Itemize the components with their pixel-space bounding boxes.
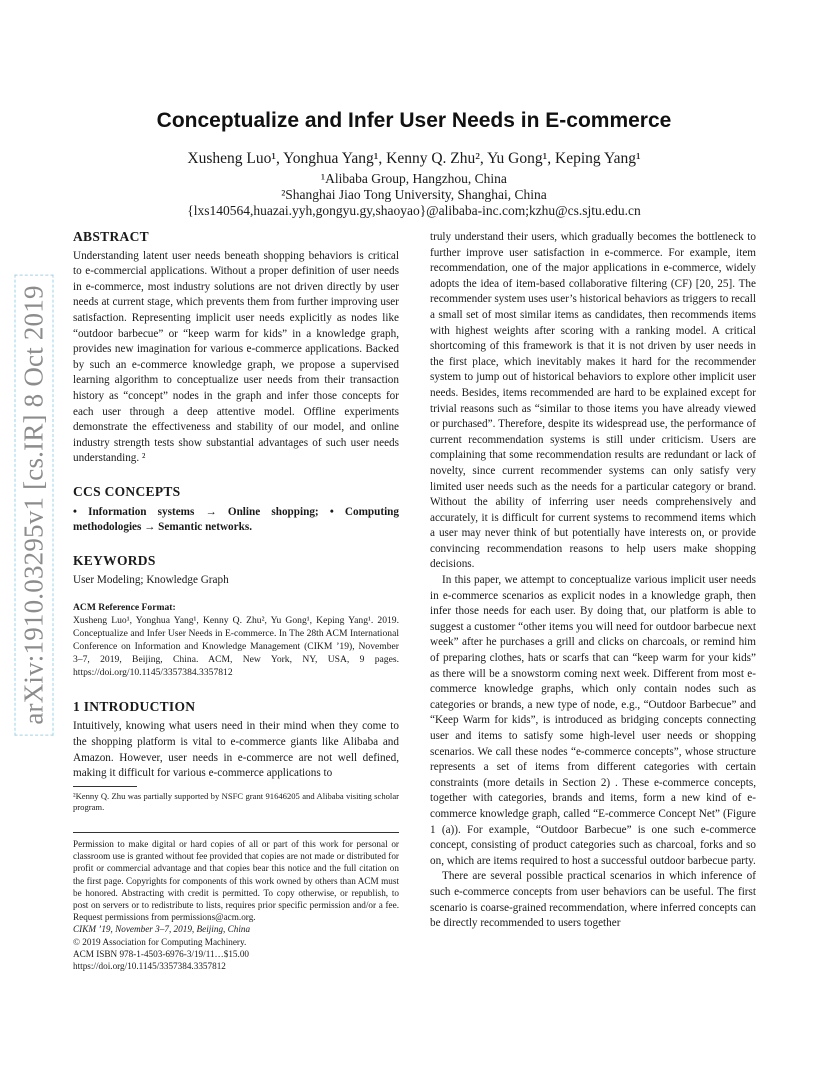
author-emails: {lxs140564,huazai.yyh,gongyu.gy,shaoyao}@alibaba-inc.com;kzhu@cs.sjtu.edu.cn	[187, 203, 641, 218]
abstract-text: Understanding latent user needs beneath shopping behaviors is critical to e-commercial applications. Without a proper definition of user needs in e-commerce, most industry solutions are not driven directly by user needs at current stage, which prevents them from further improving user satisfaction. Representing implicit user needs explicitly as nodes like “outdoor barbecue” or “keep warm for kids” in a knowledge graph, provides new imagination for various e-commerce applications. Backed by such an e-commerce knowledge graph, we propose a supervised learning algorithm to conceptualize user needs from their transaction history as “concept” nodes in the graph and infer those concepts for each user through a deep attentive model. Offline experiments demonstrate the effectiveness and stability of our model, and online industry strength tests show substantial advantages of such user needs understanding. ²	[73, 249, 399, 465]
right-column	[430, 230, 756, 932]
permission-rule	[73, 832, 399, 833]
ccs-heading: CCS CONCEPTS	[73, 483, 181, 499]
left-column	[73, 229, 399, 782]
introduction-heading: 1 INTRODUCTION	[73, 698, 196, 714]
permission-copyright: © 2019 Association for Computing Machinery.	[73, 936, 247, 947]
permission-doi: https://doi.org/10.1145/3357384.3357812	[73, 961, 226, 972]
intro-paragraph-3: There are several possible practical scenarios in which inference of such e-commerce concepts from user behaviors can be useful. The first scenario is coarse-grained recommendation, where inferred concepts can be directly recommended to users together	[430, 870, 756, 930]
permission-text: Permission to make digital or hard copies of all or part of this work for personal or classroom use is granted without fee provided that copies are not made or distributed for profit or commercial advantage and that copies bear this notice and the full citation on the first page. Copyrights for components of this work owned by others than ACM must be honored. Abstracting with credit is permitted. To copy otherwise, or republish, to post on servers or to redistribute to lists, requires prior specific permission and/or a fee. Request permissions from permissions@acm.org.	[73, 839, 399, 923]
affiliation-alibaba: ¹Alibaba Group, Hangzhou, China	[321, 171, 507, 186]
arxiv-stamp-text: arXiv:1910.03295v1 [cs.IR] 8 Oct 2019	[15, 274, 54, 735]
affiliation-sjtu: ²Shanghai Jiao Tong University, Shanghai, China	[281, 187, 547, 202]
keywords-heading: KEYWORDS	[73, 552, 156, 568]
permission-isbn: ACM ISBN 978-1-4503-6976-3/19/11…$15.00	[73, 948, 250, 959]
arxiv-stamp	[14, 270, 54, 740]
footnote-rule	[73, 786, 137, 787]
author-list: Xusheng Luo¹, Yonghua Yang¹, Kenny Q. Zhu², Yu Gong¹, Keping Yang¹	[187, 150, 641, 167]
intro-paragraph-1: truly understand their users, which gradually becomes the bottleneck to further improve user satisfaction in e-commerce. For example, item recommendation, one of the major applications in e-commerce, widely adopts the idea of item-based collaborative filtering (CF) [20, 25]. The recommender system uses user’s historical behaviors as triggers to recall a small set of most similar items as candidates, then recommends items with highest weights after scoring with a ranking model. A critical shortcoming of this framework is that it is not driven by user needs in the first place, which inevitably makes it hard for the recommender system to jump out of historical behaviors to explore other implicit user needs. Besides, items recommended are hard to be explained except for trivial reasons such as “similar to those items you have already viewed or purchased”. Therefore, despite its widespread use, the performance of current recommendation systems is still under criticism. Users are complaining that some recommendation results are redundant or lack of novelty, since current recommender systems can only satisfy very limited user needs such as the needs for a particular category or brand. Without the ability of inferring user needs comprehensively and accurately, it is difficult for current systems to recommend items which a user may never think of but potentially have interests on, or provide convincing recommendation reasons to help users make shopping decisions.	[430, 231, 756, 571]
intro-paragraph-2: In this paper, we attempt to conceptualize various implicit user needs in e-commerce scenarios as explicit nodes in a knowledge graph, then infer those needs for each user. By doing that, our platform is able to suggest a customer “other items you will need for outdoor barbecue next week” after he purchases a grill and clicks on charcoals, or remind him of preparing clothes, hats or scarfs that can “keep warm for your kids” as there will be a snowstorm coming next week. Different from most e-commerce knowledge graphs, which only contain nodes such as categories or brands, a new type of node, e.g., “Outdoor Barbecue” and “Keep Warm for kids”, is introduced as bridging concepts connecting user and items to satisfy some high-level user needs or shopping scenarios. We call these nodes “e-commerce concepts”, whose structure represents a set of items from different categories with certain constraints (more details in Section 2) . These e-commerce concepts, together with categories, brands and items, form a new kind of e-commerce knowledge graph, called “E-commerce Concept Net” (Figure 1 (a)). For example, “Outdoor Barbecue” is one such e-commerce concept, consisting of product categories such as charcoal, forks and so on, which are items required to host a successful outdoor barbecue party.	[430, 574, 756, 867]
introduction-text: Intuitively, knowing what users need in their mind when they come to the shopping platform is vital to e-commerce giants like Alibaba and Amazon. However, user needs in e-commerce are not well defined, making it difficult for various e-commerce applications to	[73, 720, 399, 780]
footnote: ²Kenny Q. Zhu was partially supported by NSFC grant 91646205 and Alibaba visiting scholar program.	[73, 791, 399, 813]
acm-reference-label: ACM Reference Format:	[73, 601, 176, 613]
permission-conference: CIKM ’19, November 3–7, 2019, Beijing, China	[73, 924, 251, 935]
keywords-text: User Modeling; Knowledge Graph	[73, 574, 229, 587]
permission-block	[73, 838, 399, 972]
paper-title: Conceptualize and Infer User Needs in E-commerce	[156, 109, 672, 132]
acm-reference-text: Xusheng Luo¹, Yonghua Yang¹, Kenny Q. Zhu², Yu Gong¹, Keping Yang¹. 2019. Conceptualize and Infer User Needs in E-commerce. In The 28th ACM International Conference on Information and Knowledge Management (CIKM ’19), November 3–7, 2019, Beijing, China. ACM, New York, NY, USA, 9 pages. https://doi.org/10.1145/3357384.3357812	[73, 614, 399, 678]
abstract-heading: ABSTRACT	[73, 229, 149, 244]
ccs-text: • Information systems → Online shopping; • Computing methodologies → Semantic networks.	[73, 505, 399, 534]
